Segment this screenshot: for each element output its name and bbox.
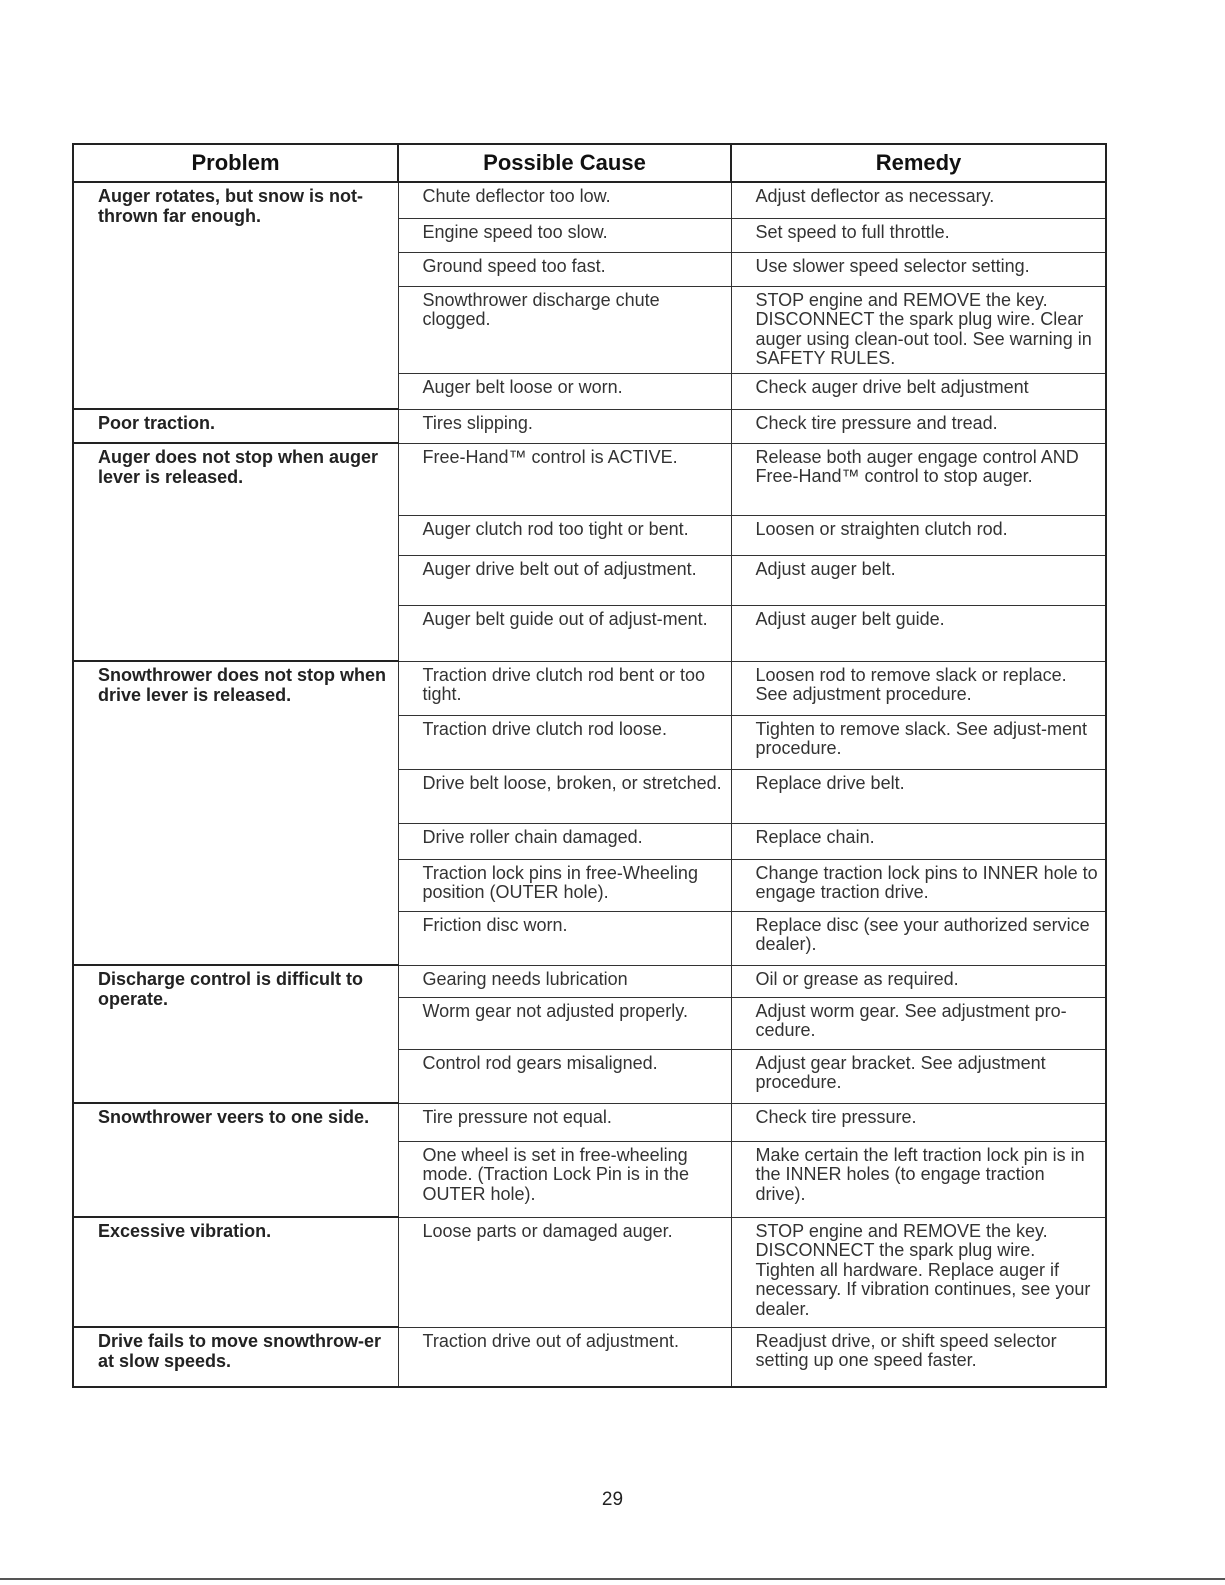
remedy-cell: Readjust drive, or shift speed selector setting up one speed faster. xyxy=(731,1327,1106,1387)
table-row xyxy=(73,1217,1106,1327)
bottom-rule xyxy=(0,1578,1225,1580)
possible-cause-cell: Traction drive out of adjustment. xyxy=(398,1327,731,1387)
possible-cause-cell: Worm gear not adjusted properly. xyxy=(398,997,731,1049)
possible-cause-cell: Control rod gears misaligned. xyxy=(398,1049,731,1103)
remedy-cell: Loosen rod to remove slack or replace. See adjustment procedure. xyxy=(731,661,1106,715)
problem-cell: Snowthrower does not stop when drive lever is released. xyxy=(73,661,398,965)
possible-cause-cell: Loose parts or damaged auger. xyxy=(398,1217,731,1327)
problem-cell: Excessive vibration. xyxy=(73,1217,398,1327)
remedy-cell: Check tire pressure and tread. xyxy=(731,409,1106,443)
remedy-cell: Release both auger engage control AND Free-Hand™ control to stop auger. xyxy=(731,443,1106,515)
remedy-cell: Replace chain. xyxy=(731,823,1106,859)
problem-cell: Auger rotates, but snow is not-thrown far enough. xyxy=(73,182,398,409)
page-number: 29 xyxy=(601,1489,624,1510)
problem-cell: Poor traction. xyxy=(73,409,398,443)
table-row xyxy=(73,182,1106,218)
possible-cause-cell: Tire pressure not equal. xyxy=(398,1103,731,1141)
possible-cause-cell: Drive roller chain damaged. xyxy=(398,823,731,859)
remedy-cell: Replace drive belt. xyxy=(731,769,1106,823)
possible-cause-cell: Drive belt loose, broken, or stretched. xyxy=(398,769,731,823)
possible-cause-cell: Auger belt guide out of adjust-ment. xyxy=(398,605,731,661)
remedy-cell: Loosen or straighten clutch rod. xyxy=(731,515,1106,555)
table-row xyxy=(73,409,1106,443)
possible-cause-cell: Free-Hand™ control is ACTIVE. xyxy=(398,443,731,515)
possible-cause-cell: Auger clutch rod too tight or bent. xyxy=(398,515,731,555)
possible-cause-cell: Friction disc worn. xyxy=(398,911,731,965)
header-remedy: Remedy xyxy=(731,144,1106,182)
header-problem: Problem xyxy=(73,144,398,182)
remedy-cell: Check auger drive belt adjustment xyxy=(731,373,1106,409)
remedy-cell: Adjust auger belt guide. xyxy=(731,605,1106,661)
table-row xyxy=(73,443,1106,515)
possible-cause-cell: Engine speed too slow. xyxy=(398,218,731,252)
problem-cell: Auger does not stop when auger lever is released. xyxy=(73,443,398,661)
possible-cause-cell: Gearing needs lubrication xyxy=(398,965,731,997)
remedy-cell: Replace disc (see your authorized service dealer). xyxy=(731,911,1106,965)
table-row xyxy=(73,1103,1106,1141)
remedy-cell: Adjust deflector as necessary. xyxy=(731,182,1106,218)
remedy-cell: Adjust gear bracket. See adjustment procedure. xyxy=(731,1049,1106,1103)
possible-cause-cell: One wheel is set in free-wheeling mode. (Traction Lock Pin is in the OUTER hole). xyxy=(398,1141,731,1217)
possible-cause-cell: Tires slipping. xyxy=(398,409,731,443)
table-body xyxy=(73,182,1106,1387)
remedy-cell: Make certain the left traction lock pin is in the INNER holes (to engage traction drive). xyxy=(731,1141,1106,1217)
remedy-cell: Set speed to full throttle. xyxy=(731,218,1106,252)
possible-cause-cell: Snowthrower discharge chute clogged. xyxy=(398,286,731,373)
problem-cell: Discharge control is difficult to operate. xyxy=(73,965,398,1103)
remedy-cell: Oil or grease as required. xyxy=(731,965,1106,997)
table-row xyxy=(73,1327,1106,1387)
remedy-cell: Adjust auger belt. xyxy=(731,555,1106,605)
troubleshooting-table xyxy=(72,143,1107,1388)
table-row xyxy=(73,965,1106,997)
possible-cause-cell: Traction drive clutch rod loose. xyxy=(398,715,731,769)
possible-cause-cell: Chute deflector too low. xyxy=(398,182,731,218)
remedy-cell: Adjust worm gear. See adjustment pro-cedure. xyxy=(731,997,1106,1049)
problem-cell: Drive fails to move snowthrow-er at slow speeds. xyxy=(73,1327,398,1387)
problem-cell: Snowthrower veers to one side. xyxy=(73,1103,398,1217)
remedy-cell: Use slower speed selector setting. xyxy=(731,252,1106,286)
table-row xyxy=(73,661,1106,715)
possible-cause-cell: Traction drive clutch rod bent or too tight. xyxy=(398,661,731,715)
possible-cause-cell: Auger belt loose or worn. xyxy=(398,373,731,409)
remedy-cell: STOP engine and REMOVE the key. DISCONNECT the spark plug wire. Tighten all hardware. Replace auger if necessary. If vibration continues, see your dealer. xyxy=(731,1217,1106,1327)
possible-cause-cell: Ground speed too fast. xyxy=(398,252,731,286)
remedy-cell: Change traction lock pins to INNER hole to engage traction drive. xyxy=(731,859,1106,911)
remedy-cell: STOP engine and REMOVE the key. DISCONNECT the spark plug wire. Clear auger using clean-out tool. See warning in SAFETY RULES. xyxy=(731,286,1106,373)
remedy-cell: Check tire pressure. xyxy=(731,1103,1106,1141)
table-header-row xyxy=(73,144,1106,182)
possible-cause-cell: Traction lock pins in free-Wheeling position (OUTER hole). xyxy=(398,859,731,911)
possible-cause-cell: Auger drive belt out of adjustment. xyxy=(398,555,731,605)
header-possible-cause: Possible Cause xyxy=(398,144,731,182)
remedy-cell: Tighten to remove slack. See adjust-ment procedure. xyxy=(731,715,1106,769)
